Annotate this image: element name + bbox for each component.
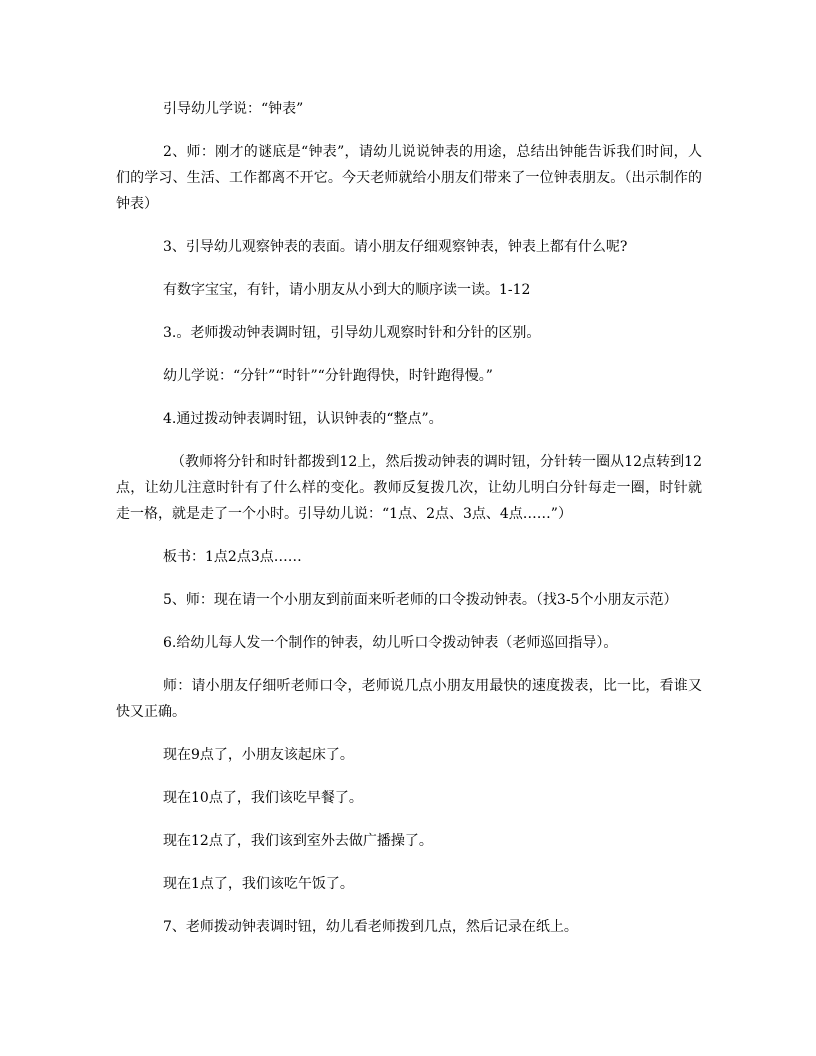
paragraph-13: 现在9点了，小朋友该起床了。 xyxy=(163,747,354,763)
paragraph-14: 现在10点了，我们该吃早餐了。 xyxy=(163,790,363,806)
paragraph-17: 7、老师拨动钟表调时钮，幼儿看老师拨到几点，然后记录在纸上。 xyxy=(163,919,578,935)
document-body xyxy=(116,96,702,957)
paragraph-5: 3.。老师拨动钟表调时钮，引导幼儿观察时针和分针的区别。 xyxy=(163,325,541,341)
paragraph-8: （教师将分针和时针都拨到12上，然后拨动钟表的调时钮，分针转一圈从12点转到12点，让幼儿注意时针有了什么样的变化。教师反复拨几次，让幼儿明白分针每走一圈，时针就走一格，就是走了一个小时。引导幼儿说：“1点、2点、3点、4点……”） xyxy=(116,454,702,522)
paragraph-2: 2、师：刚才的谜底是“钟表”，请幼儿说说钟表的用途，总结出钟能告诉我们时间，人们的学习、生活、工作都离不开它。今天老师就给小朋友们带来了一位钟表朋友。（出示制作的钟表） xyxy=(116,144,702,212)
paragraph-12: 师：请小朋友仔细听老师口令，老师说几点小朋友用最快的速度拨表，比一比，看谁又快又正确。 xyxy=(116,678,702,720)
paragraph-6: 幼儿学说：“分针”“时针”“分针跑得快，时针跑得慢。” xyxy=(163,368,493,384)
paragraph-11: 6.给幼儿每人发一个制作的钟表，幼儿听口令拨动钟表（老师巡回指导）。 xyxy=(163,635,618,651)
paragraph-4: 有数字宝宝，有针，请小朋友从小到大的顺序读一读。1-12 xyxy=(163,282,531,298)
paragraph-3: 3、引导幼儿观察钟表的表面。请小朋友仔细观察钟表，钟表上都有什么呢? xyxy=(163,239,628,255)
paragraph-10: 5、师：现在请一个小朋友到前面来听老师的口令拨动钟表。（找3-5个小朋友示范） xyxy=(163,592,678,608)
paragraph-7: 4.通过拨动钟表调时钮，认识钟表的“整点”。 xyxy=(163,411,443,427)
paragraph-1: 引导幼儿学说：“钟表” xyxy=(163,101,304,117)
paragraph-15: 现在12点了，我们该到室外去做广播操了。 xyxy=(163,833,433,849)
paragraph-16: 现在1点了，我们该吃午饭了。 xyxy=(163,876,354,892)
paragraph-9: 板书：1点2点3点…… xyxy=(163,549,302,565)
